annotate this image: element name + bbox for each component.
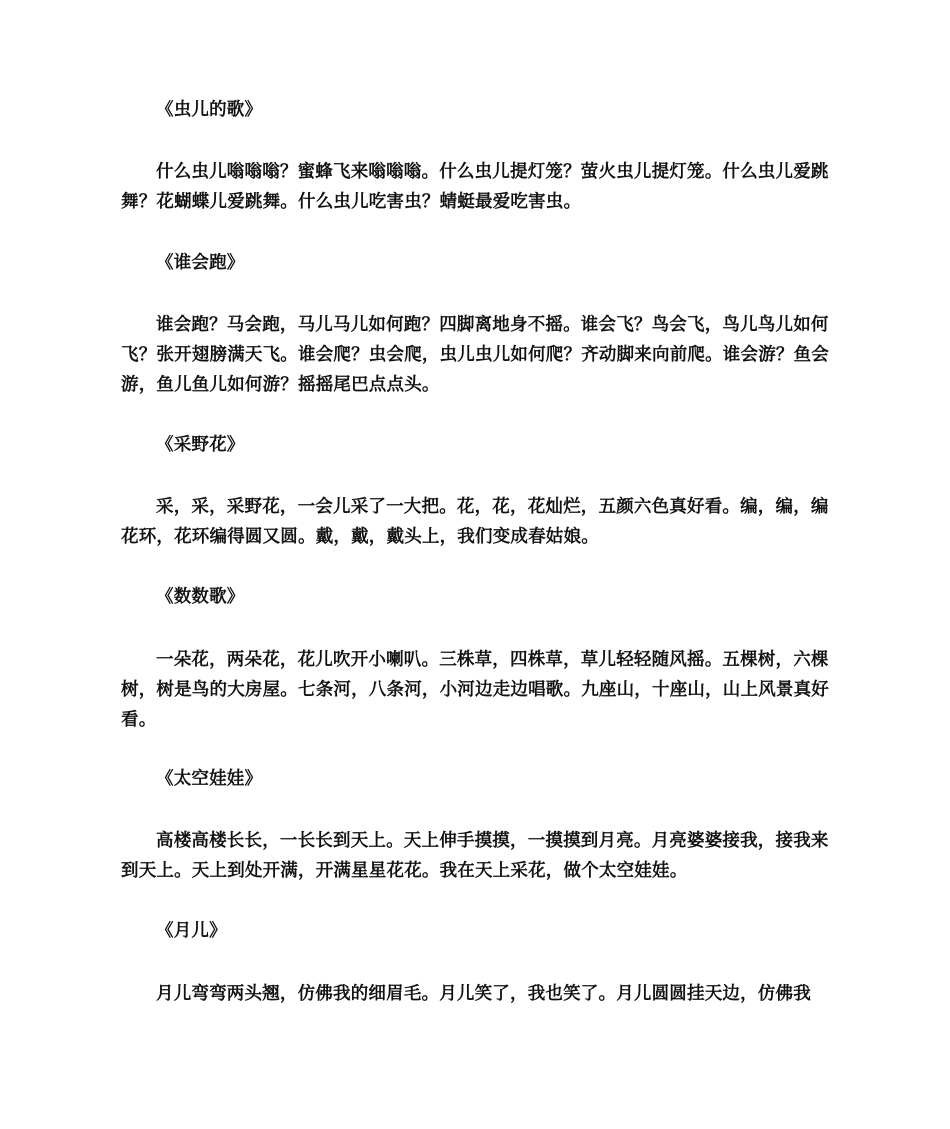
poem-title: 《谁会跑》 [156, 253, 245, 273]
poem-body: 谁会跑？马会跑，马儿马儿如何跑？四脚离地身不摇。谁会飞？鸟会飞，鸟儿鸟儿如何飞？张开翅膀满天飞。谁会爬？虫会爬，虫儿虫儿如何爬？齐动脚来向前爬。谁会游？鱼会游，鱼儿鱼儿如何游？摇摇尾巴点点头。 [121, 315, 829, 395]
poem-title: 《虫儿的歌》 [156, 100, 263, 120]
poem-body: 高楼高楼长长，一长长到天上。天上伸手摸摸，一摸摸到月亮。月亮婆婆接我，接我来到天上。天上到处开满，开满星星花花。我在天上采花，做个太空娃娃。 [121, 831, 829, 881]
poem-body: 采，采，采野花，一会儿采了一大把。花，花，花灿烂，五颜六色真好看。编，编，编花环，花环编得圆又圆。戴，戴，戴头上，我们变成春姑娘。 [121, 497, 829, 547]
poem-title: 《月儿》 [156, 921, 227, 941]
poem-title: 《太空娃娃》 [156, 769, 263, 789]
poem-title: 《采野花》 [156, 435, 245, 455]
poem-body: 月儿弯弯两头翘，仿佛我的细眉毛。月儿笑了，我也笑了。月儿圆圆挂天边，仿佛我 [156, 984, 811, 1004]
poem-body: 一朵花，两朵花，花儿吹开小喇叭。三株草，四株草，草儿轻轻随风摇。五棵树，六棵树，树是鸟的大房屋。七条河，八条河，小河边走边唱歌。九座山，十座山，山上风景真好看。 [121, 650, 829, 730]
poem-body: 什么虫儿嗡嗡嗡？蜜蜂飞来嗡嗡嗡。什么虫儿提灯笼？萤火虫儿提灯笼。什么虫儿爱跳舞？花蝴蝶儿爱跳舞。什么虫儿吃害虫？蜻蜓最爱吃害虫。 [121, 162, 829, 212]
poem-title: 《数数歌》 [156, 587, 245, 607]
